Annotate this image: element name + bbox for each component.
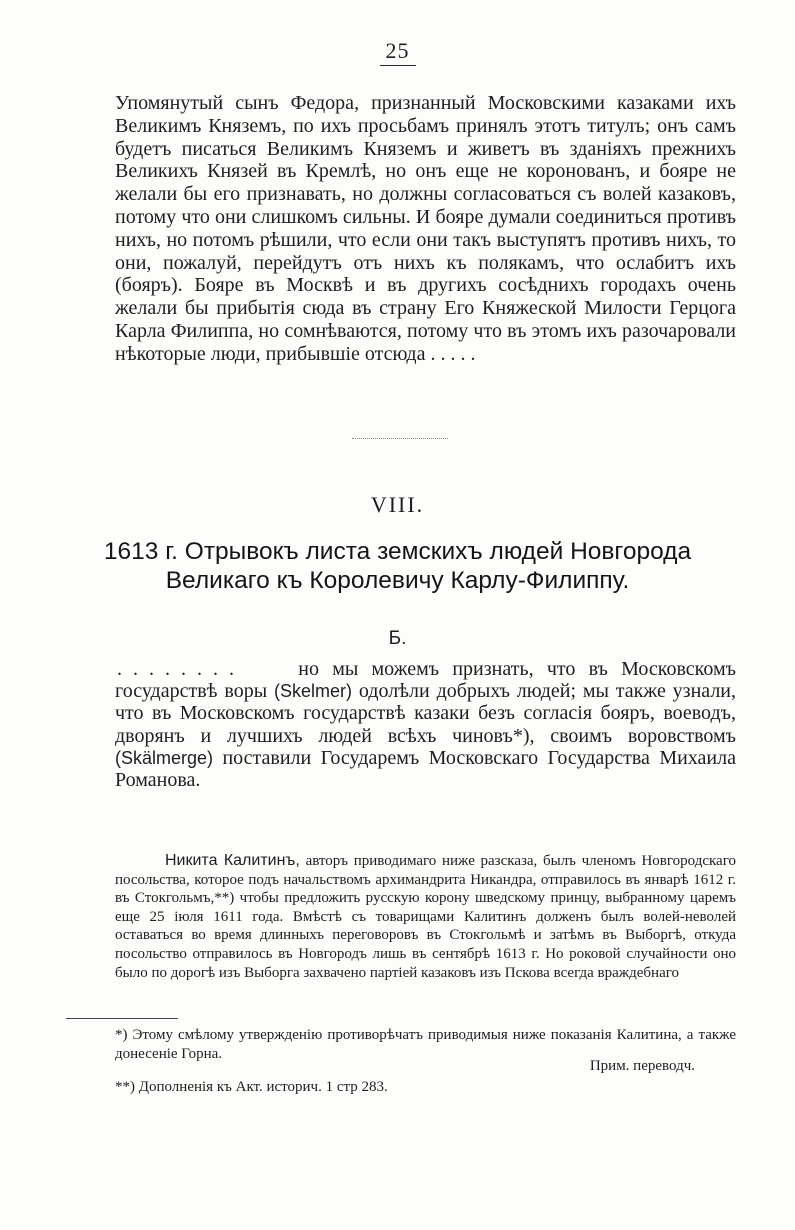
subheading-letter: Б. — [388, 628, 407, 649]
footnote-rule — [66, 1018, 178, 1019]
section-heading — [40, 537, 755, 595]
body-paragraph-horn-letter: Упомянутый сынъ Федора, признанный Московскими казаками ихъ Великимъ Княземъ, по ихъ просьбамъ принялъ этотъ титулъ; онъ самъ будетъ писаться Великимъ Княземъ и живетъ въ зданiяхъ прежнихъ Великихъ Князей въ Кремлѣ, но онъ еще не коронованъ, и бояре не желали бы его признавать, но должны согласоваться съ волей казаковъ, потому что они слишкомъ сильны. И бояре думали соединиться противъ нихъ, но потомъ рѣшили, что если они такъ выступятъ противъ нихъ, то они, пожалуй, перейдутъ отъ нихъ къ полякамъ, что ослабитъ ихъ (бояръ). Бояре въ Москвѣ и въ другихъ сосѣднихъ городахъ очень желали бы прибытiя сюда въ страну Его Княжеской Милости Герцога Карла Филиппа, но сомнѣваются, потому что въ этомъ ихъ разочаровали нѣкоторые люди, прибывшiе отсюда . . . . . — [115, 92, 736, 365]
swedish-term: (Skelmer) — [273, 681, 352, 702]
paragraph-text: одолѣли добрыхъ людей; мы также узнали, что въ Московскомъ государствѣ казаки безъ согласiя бояръ, воеводъ, дворянъ и лучшихъ людей всѣхъ чиновъ*), своимъ воровствомъ — [115, 680, 737, 747]
footnote-1: *) Этому смѣлому утвержденiю противорѣчатъ приводимыя ниже показанiя Калитина, а также донесенiе Горна. — [115, 1027, 736, 1062]
swedish-term: (Skälmerge) — [115, 747, 214, 768]
footnote-signature: Прим. переводч. — [589, 1058, 695, 1074]
author-name: Никита Калитинъ, — [165, 852, 300, 869]
body-paragraph-novgorod-letter — [115, 658, 736, 791]
dotted-separator — [352, 438, 448, 439]
paragraph-text: но мы можемъ признать, что въ Московскомъ государствѣ воры — [115, 658, 737, 703]
paragraph-text: авторъ приводимаго ниже разсказа, былъ членомъ Новгородскаго посольства, которое подъ начальствомъ архимандрита Никандра, отправилось въ январѣ 1612 г. въ Стокгольмъ,**) чтобы предложить русскую корону шведскому принцу, выбранному царемъ еще 25 iюля 1611 года. Вмѣстѣ съ товарищами Калитинъ долженъ былъ волей-неволей оставаться во время длинныхъ переговоровъ въ Стокгольмѣ и затѣмъ въ Выборгѣ, откуда посольство отправилось въ Новгородъ лишь въ сентябрѣ 1613 г. Но роковой случайности оно было по дорогѣ изъ Выборга захвачено партiей казаковъ изъ Пскова всегда враждебнаго — [115, 853, 736, 981]
ellipsis-dots: . . . . . . . . — [117, 658, 237, 680]
heading-line-1: 1613 г. Отрывокъ листа земскихъ людей Новгорода — [103, 538, 692, 565]
page-number: 25 — [0, 38, 795, 64]
section-number: VIII. — [370, 492, 425, 517]
footnote-2: **) Дополненiя къ Акт. историч. 1 стр 283. — [115, 1079, 388, 1095]
introduction-paragraph — [115, 852, 736, 982]
heading-line-2: Великаго къ Королевичу Карлу-Филиппу. — [165, 567, 630, 594]
paragraph-text: поставили Государемъ Московскаго Государства Михаила Романова. — [115, 746, 736, 792]
